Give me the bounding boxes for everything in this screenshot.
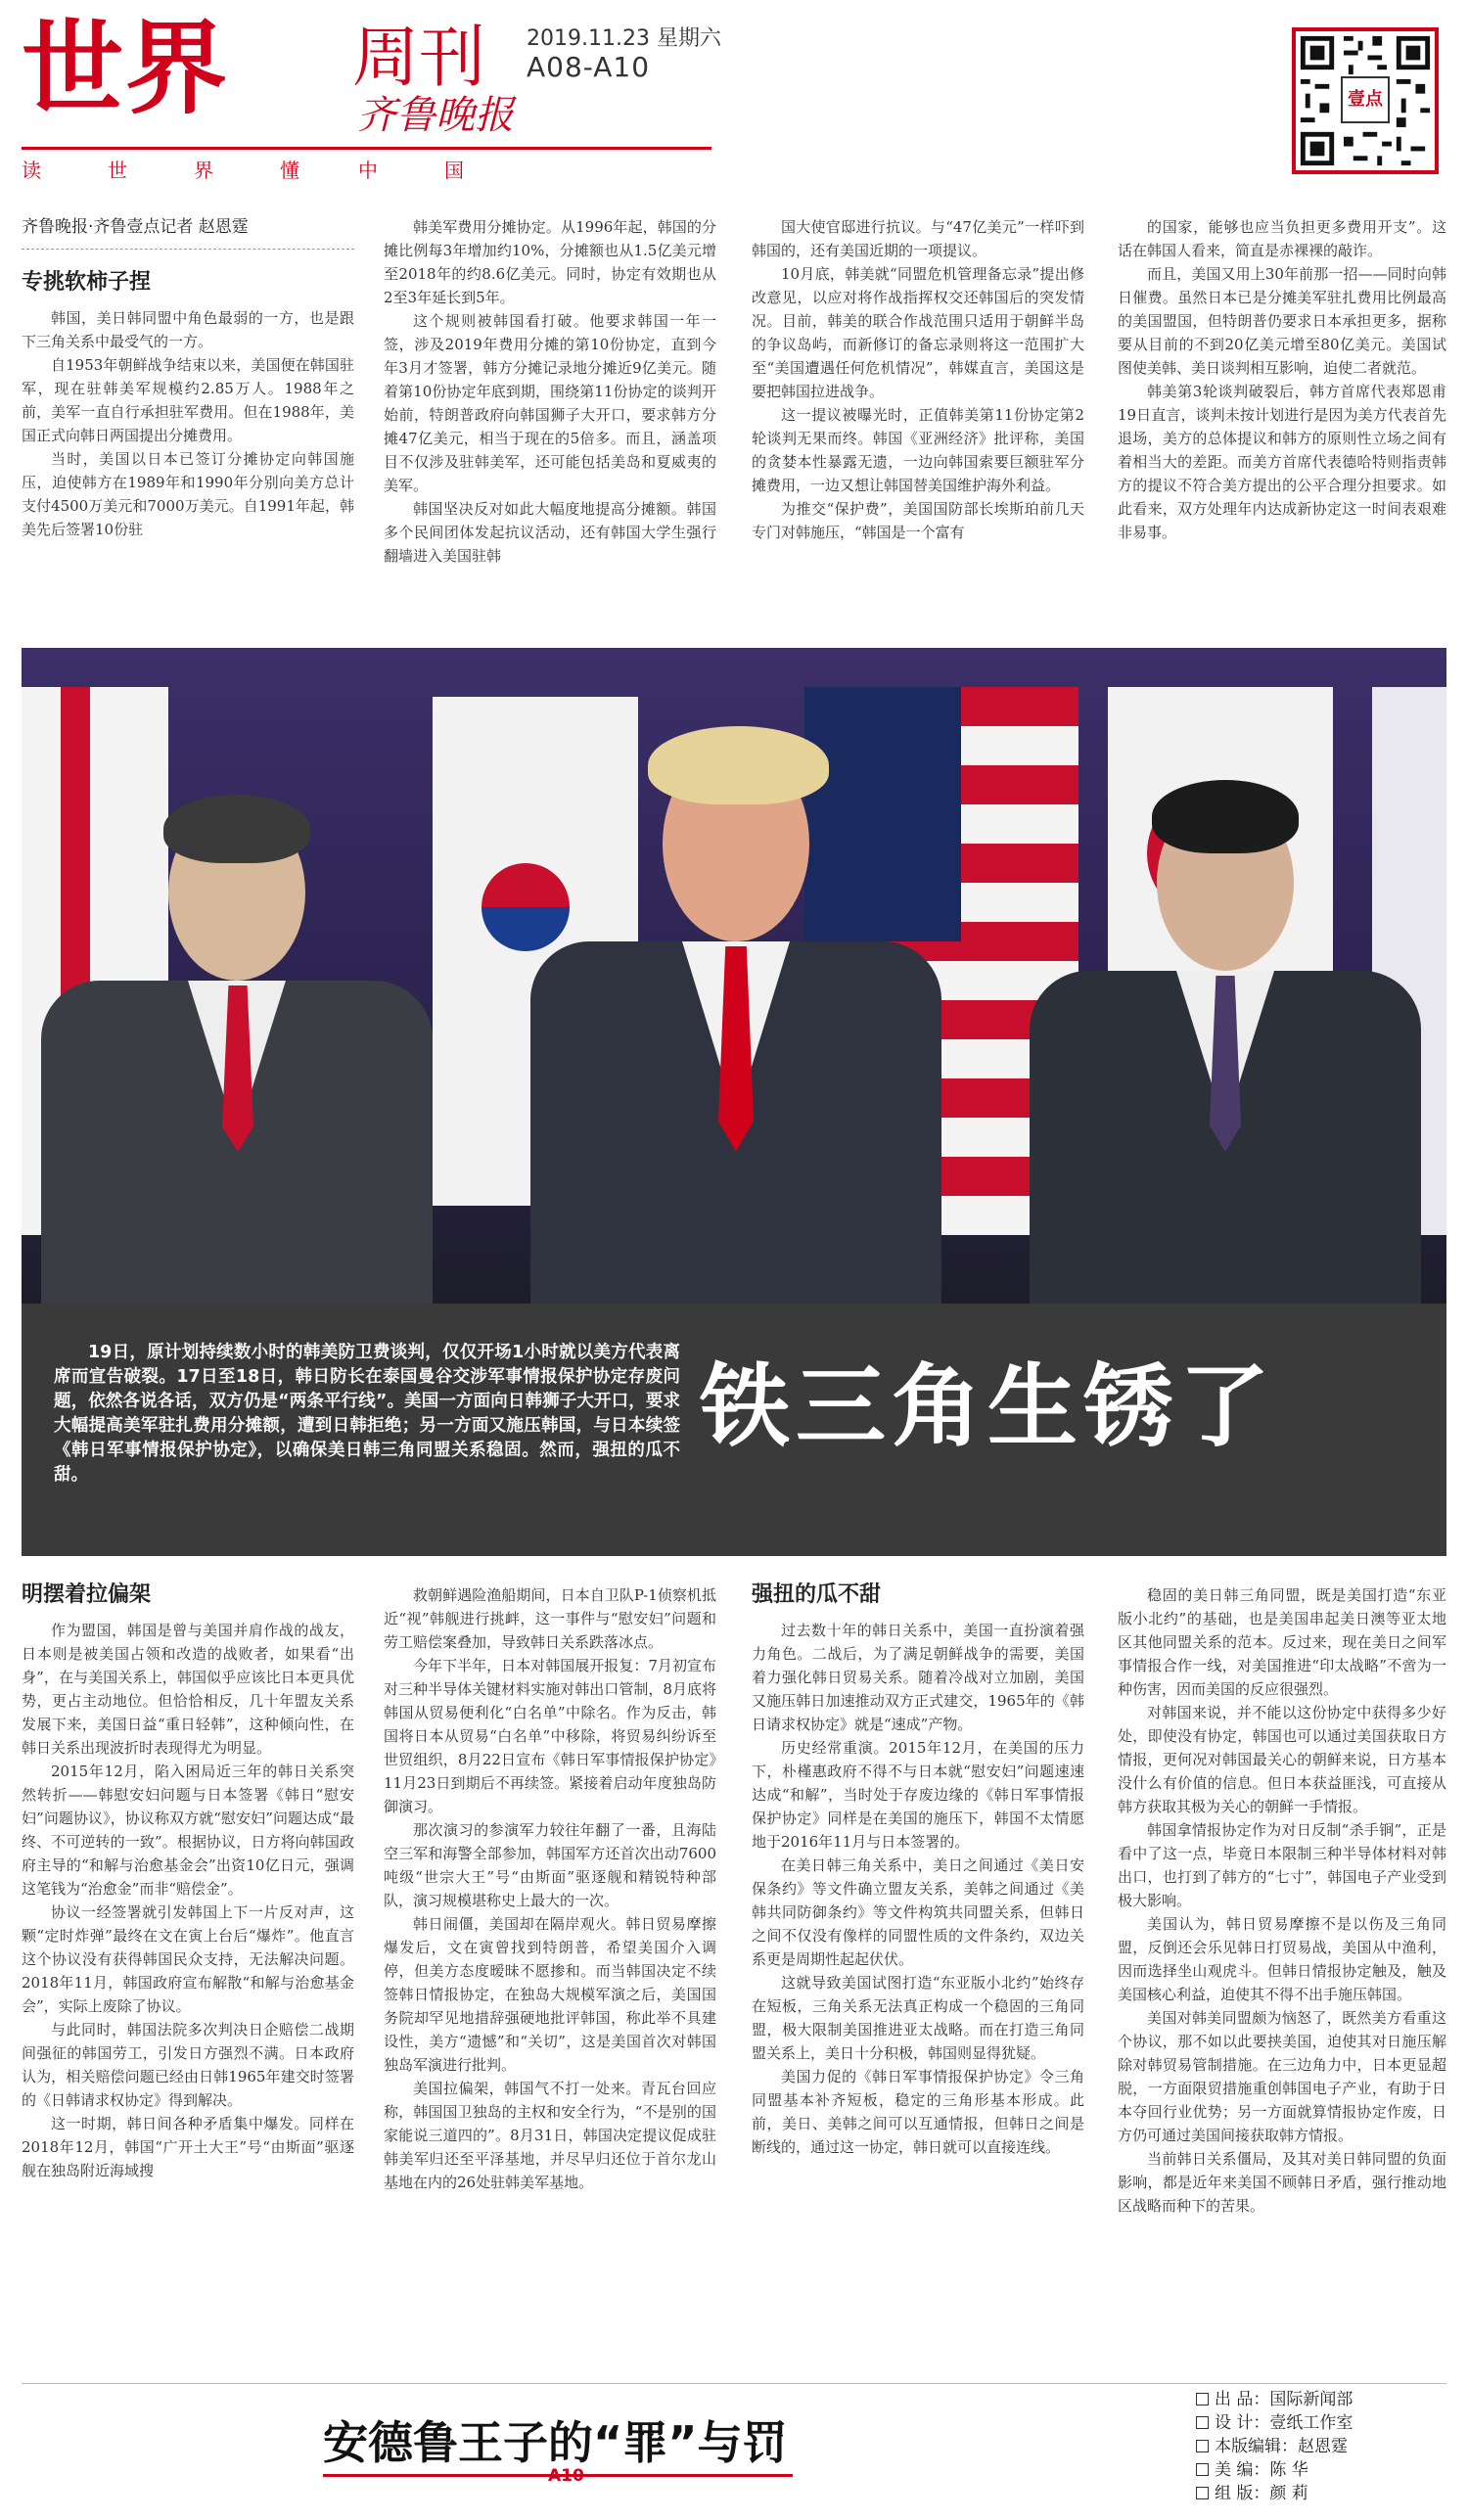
paragraph: 2015年12月，陷入困局近三年的韩日关系突然转折——韩慰安妇问题与日本签署《韩日“慰安妇”问题协议》，协议称双方就“慰安妇”问题达成“最终、不可逆转的一致”。根据协议，日方将向韩国政府主导的“和解与治愈基金会”出资10亿日元，强调这笔钱为“治愈金”而非“赔偿金”。 [22,1763,354,1898]
credit-line [1196,2435,1353,2458]
slogan-char: 懂 [280,159,299,182]
checkbox-icon [1196,2416,1209,2429]
paragraph: 作为盟国，韩国是曾与美国并肩作战的战友，日本则是被美国占领和改造的战败者，如果看“出身”，在与美国关系上，韩国似乎应该比日本更具优势，更占主动地位。但恰恰相反，几十年盟友关系发展下来，美国日益“重日轻韩”，这种倾向性，在韩日关系出现波折时表现得尤为明显。 [22,1622,354,1757]
section-heading: 专挑软柿子捏 [22,270,152,295]
paragraph: 历史经常重演。2015年12月，在美国的压力下，朴槿惠政府不得不与日本就“慰安妇”问题速速达成“和解”，当时处于存废边缘的《韩日军事情报保护协定》同样是在美国的施压下，韩国不太情愿地于2016年11月与日本签署的。 [752,1739,1084,1851]
checkbox-icon [1196,2440,1209,2452]
paragraph: 稳固的美日韩三角同盟，既是美国打造“东亚版小北约”的基础，也是美国串起美日澳等亚太地区其他同盟关系的范本。反过来，现在美日之间军事情报合作一线，对美国推进“印太战略”不啻为一种伤害，因而美国的反应很强烈。 [1118,1586,1446,1698]
paragraph: 这一提议被曝光时，正值韩美第11份协定第2轮谈判无果而终。韩国《亚洲经济》批评称，美国的贪婪本性暴露无遗，一边向韩国索要巨额驻军分摊费用，一边又想让韩国替美国维护海外利益。 [752,406,1084,494]
credit-text: 组 版：颜 莉 [1215,2484,1308,2503]
page-range: A08-A10 [527,51,651,83]
person-center-hair [648,726,829,804]
paragraph: 而且，美国又用上30年前那一招——同时向韩日催费。虽然日本已是分摊美军驻扎费用比例最高的美国盟国，但特朗普仍要求日本承担更多，据称要从目前的不到20亿美元增至80亿美元。美国试图使美韩、美日谈判相互影响，迫使二者就范。 [1118,265,1446,377]
credit-text: 出 品：国际新闻部 [1215,2390,1353,2409]
article-column-4 [1118,215,1446,544]
paragraph: 过去数十年的韩日关系中，美国一直扮演着强力角色。二战后，为了满足朝鲜战争的需要，美国着力强化韩日贸易关系。随着冷战对立加剧，美国又施压韩日加速推动双方正式建交，1965年的《韩日请求权协定》就是“速成”产物。 [752,1622,1084,1733]
paragraph: 救朝鲜遇险渔船期间，日本自卫队P-1侦察机抵近“视”韩舰进行挑衅，这一事件与“慰安妇”问题和劳工赔偿案叠加，导致韩日关系跌落冰点。 [384,1586,716,1651]
paragraph: 与此同时，韩国法院多次判决日企赔偿二战期间强征的韩国劳工，引发日方强烈不满。日本政府认为，相关赔偿问题已经由日韩1965年建交时签署的《日韩请求权协定》得到解决。 [22,2021,354,2109]
paragraph: 的国家，能够也应当负担更多费用开支”。这话在韩国人看来，简直是赤裸裸的敲诈。 [1118,218,1446,259]
article-column-8 [1118,1583,1446,2218]
slogan-char: 中 [358,159,378,182]
paragraph: 自1953年朝鲜战争结束以来，美国便在韩国驻军，现在驻韩美军规模约2.85万人。1988年之前，美军一直自行承担驻军费用。但在1988年，美国正式向韩日两国提出分摊费用。 [22,356,354,444]
masthead-rule [22,147,711,150]
credits-box [1196,2388,1353,2505]
credit-text: 本版编辑：赵恩霆 [1215,2437,1348,2456]
paragraph: 当时，美国以日本已签订分摊协定向韩国施压，迫使韩方在1989年和1990年分别向美方总计支付4500万美元和7000万美元。自1991年起，韩美先后签署10份驻 [22,450,354,538]
issue-date: 2019.11.23 星期六 [527,26,721,51]
person-right-hair [1152,780,1299,853]
paragraph: 在美日韩三角关系中，美日之间通过《美日安保条约》等文件确立盟友关系，美韩之间通过《美韩共同防御条约》等文件构筑共同盟关系，但韩日之间不仅没有像样的同盟性质的文件条约，双边关系更是周期性起起伏伏。 [752,1856,1084,1968]
photo-caption: 19日，原计划持续数小时的韩美防卫费谈判，仅仅开场1小时就以美方代表离席而宣告破裂。17日至18日，韩日防长在泰国曼谷交涉军事情报保护协定存废问题，依然各说各话，双方仍是“两条平行线”。美国一方面向日韩狮子大开口，要求大幅提高美军驻扎费用分摊额，遭到日韩拒绝；另一方面又施压韩国，与日本续签《韩日军事情报保护协定》，以确保美日韩三角同盟关系稳固。然而，强扭的瓜不甜。 [54,1343,680,1485]
paragraph: 美国拉偏架，韩国气不打一处来。青瓦台回应称，韩国国卫独岛的主权和安全行为，“不是别的国家能说三道四的”。8月31日，韩国决定提议促成驻韩美军归还至平泽基地，并尽早归还位于首尔龙山基地在内的26处驻韩美军基地。 [384,2080,716,2191]
byline: 齐鲁晚报·齐鲁壹点记者 赵恩霆 [22,217,249,237]
main-headline: 铁三角生锈了 [700,1354,1276,1459]
paragraph: 韩日闹僵，美国却在隔岸观火。韩日贸易摩擦爆发后，文在寅曾找到特朗普，希望美国介入调停，但美方态度暧昧不愿掺和。而当韩国决定不续签韩日情报协定，在独岛大规模军演之后，美国国务院却罕见地措辞强硬地批评韩国，称此举不具建设性，美方“遗憾”和“关切”，这是美国首次对韩国独岛军演进行批判。 [384,1915,716,2074]
credit-text: 设 计：壹纸工作室 [1215,2413,1353,2433]
paragraph: 美国对韩美同盟颇为恼怒了，既然美方看重这个协议，那不如以此要挟美国，迫使其对日施压解除对韩贸易管制措施。在三边角力中，日本更显超脱，一方面限贸措施重创韩国电子产业，有助于日本夺回行业优势；另一方面就算情报协定作废，日方仍可通过美国间接获取韩方情报。 [1118,2009,1446,2144]
masthead-paper-name: 齐鲁晚报 [357,93,514,138]
checkbox-icon [1196,2487,1209,2499]
paragraph: 这就导致美国试图打造“东亚版小北约”始终存在短板，三角关系无法真正构成一个稳固的三角同盟，极大限制美国推进亚太战略。而在打造三角同盟关系上，美日十分积极，韩国则显得犹疑。 [752,1974,1084,2062]
paragraph: 国大使官邸进行抗议。与“47亿美元”一样吓到韩国的，还有美国近期的一项提议。 [752,218,1084,259]
slogan-char: 国 [444,159,464,182]
masthead-weekly: 周刊 [352,20,486,97]
footer-divider [22,2383,1446,2384]
paragraph: 为推交“保护费”，美国国防部长埃斯珀前几天专门对韩施压，“韩国是一个富有 [752,500,1084,541]
article-column-6 [384,1583,716,2194]
section-heading: 强扭的瓜不甜 [752,1582,882,1607]
checkbox-icon [1196,2393,1209,2405]
next-page-promo[interactable]: 安德鲁王子的“罪”与罚 [323,2416,788,2469]
masthead-slogan [22,155,530,183]
checkbox-icon [1196,2463,1209,2476]
paragraph: 当前韩日关系僵局，及其对美日韩同盟的负面影响，都是近年来美国不顾韩日矛盾，强行推动地区战略而种下的苦果。 [1118,2150,1446,2215]
paragraph: 这个规则被韩国看打破。他要求韩国一年一签，涉及2019年费用分摊的第10份协定，直到今年3月才签署，韩方分摊记录地分摊近9亿美元。随着第10份协定年底到期，围绕第11份协定的谈判开始前，特朗普政府向韩国狮子大开口，要求韩方分摊47亿美元，相当于现在的5倍多。而且，涵盖项目不仅涉及驻韩美军，还可能包括美岛和夏威夷的美军。 [384,312,716,494]
paragraph: 韩国拿情报协定作为对日反制“杀手锏”，正是看中了这一点，毕竟日本限制三种半导体材料对韩出口，也打到了韩方的“七寸”，韩国电子产业受到极大影响。 [1118,1821,1446,1909]
person-left-hair [163,795,310,863]
promo-page-number: A10 [548,2466,584,2486]
paragraph: 韩国，美日韩同盟中角色最弱的一方，也是跟下三角关系中最受气的一方。 [22,309,354,350]
credit-line [1196,2388,1353,2411]
paragraph: 对韩国来说，并不能以这份协定中获得多少好处，即使没有协定，韩国也可以通过美国获取日方情报，更何况对韩国最关心的朝鲜来说，日方基本没什么有价值的信息。但日本获益匪浅，可直接从韩方获取其极为关心的朝鲜一手情报。 [1118,1704,1446,1815]
paragraph: 这一时期，韩日间各种矛盾集中爆发。同样在2018年12月，韩国“广开土大王”号“由斯面”驱逐舰在独岛附近海域搜 [22,2115,354,2179]
paragraph: 美国力促的《韩日军事情报保护协定》令三角同盟基本补齐短板，稳定的三角形基本形成。此前，美日、美韩之间可以互通情报，但韩日之间是断线的，通过这一协定，韩日就可以直接连线。 [752,2068,1084,2156]
article-column-5 [22,1583,354,2182]
slogan-char: 读 [22,159,41,182]
paragraph: 韩美军费用分摊协定。从1996年起，韩国的分摊比例每3年增加约10%，分摊额也从1.5亿美元增至2018年的约8.6亿美元。同时，协定有效期也从2至3年延长到5年。 [384,218,716,306]
article-column-7 [752,1583,1084,2159]
article-column-2 [384,215,716,568]
paragraph: 10月底，韩美就“同盟危机管理备忘录”提出修改意见，以应对将作战指挥权交还韩国后的突发情况。目前，韩美的联合作战范围只适用于朝鲜半岛的争议岛屿，而新修订的备忘录则将这一范围扩大至“美国遭遇任何危机情况”，韩媒直言，美国这是要把韩国拉进战争。 [752,265,1084,400]
credit-line [1196,2411,1353,2435]
slogan-char: 世 [108,159,127,182]
app-logo-badge: 壹点 [1341,76,1390,123]
paragraph: 韩国坚决反对如此大幅度地提高分摊额。韩国多个民间团体发起抗议活动，还有韩国大学生强行翻墙进入美国驻韩 [384,500,716,565]
paragraph: 今年下半年，日本对韩国展开报复：7月初宣布对三种半导体关键材料实施对韩出口管制，8月底将韩国从贸易便利化“白名单”中除名。作为反击，韩国将日本从贸易“白名单”中移除，将贸易纠纷诉至世贸组织，8月22日宣布《韩日军事情报保护协定》11月23日到期后不再续签。紧接着启动年度独岛防御演习。 [384,1657,716,1815]
flag-taegeuk [482,863,570,951]
credit-text: 美 编：陈 华 [1215,2460,1308,2480]
credit-line [1196,2458,1353,2482]
section-heading: 明摆着拉偏架 [22,1582,152,1607]
news-photo [22,648,1446,1304]
divider [22,249,354,250]
flag-usa-canton [804,687,961,941]
paragraph: 韩美第3轮谈判破裂后，韩方首席代表郑恩甫19日直言，谈判未按计划进行是因为美方代表首先退场，美方的总体提议和韩方的原则性立场之间有着相当大的差距。而美方首席代表德哈特则指责韩方的提议不符合美方提出的公平合理分担要求。如此看来，双方处理年内达成新协定这一时间表艰难非易事。 [1118,383,1446,541]
credit-line [1196,2482,1353,2505]
slogan-char: 界 [194,159,213,182]
article-column-1 [22,215,354,541]
article-column-3 [752,215,1084,544]
paragraph: 美国认为，韩日贸易摩擦不是以伤及三角同盟，反倒还会乐见韩日打贸易战，美国从中渔利，因而选择坐山观虎斗。但韩日情报协定触及，触及美国核心利益，迫使其不得不出手施压韩国。 [1118,1915,1446,2003]
masthead-title: 世界 [22,9,230,128]
paragraph: 协议一经签署就引发韩国上下一片反对声，这颗“定时炸弹”最终在文在寅上台后“爆炸”。他直言这个协议没有获得韩国民众支持，无法解决问题。2018年11月，韩国政府宣布解散“和解与治愈基金会”，实际上废除了协议。 [22,1903,354,2015]
paragraph: 那次演习的参演军力较往年翻了一番，且海陆空三军和海警全部参加，韩国军方还首次出动7600吨级“世宗大王”号“由斯面”驱逐舰和精锐特种部队，演习规模堪称史上最大的一次。 [384,1821,716,1909]
